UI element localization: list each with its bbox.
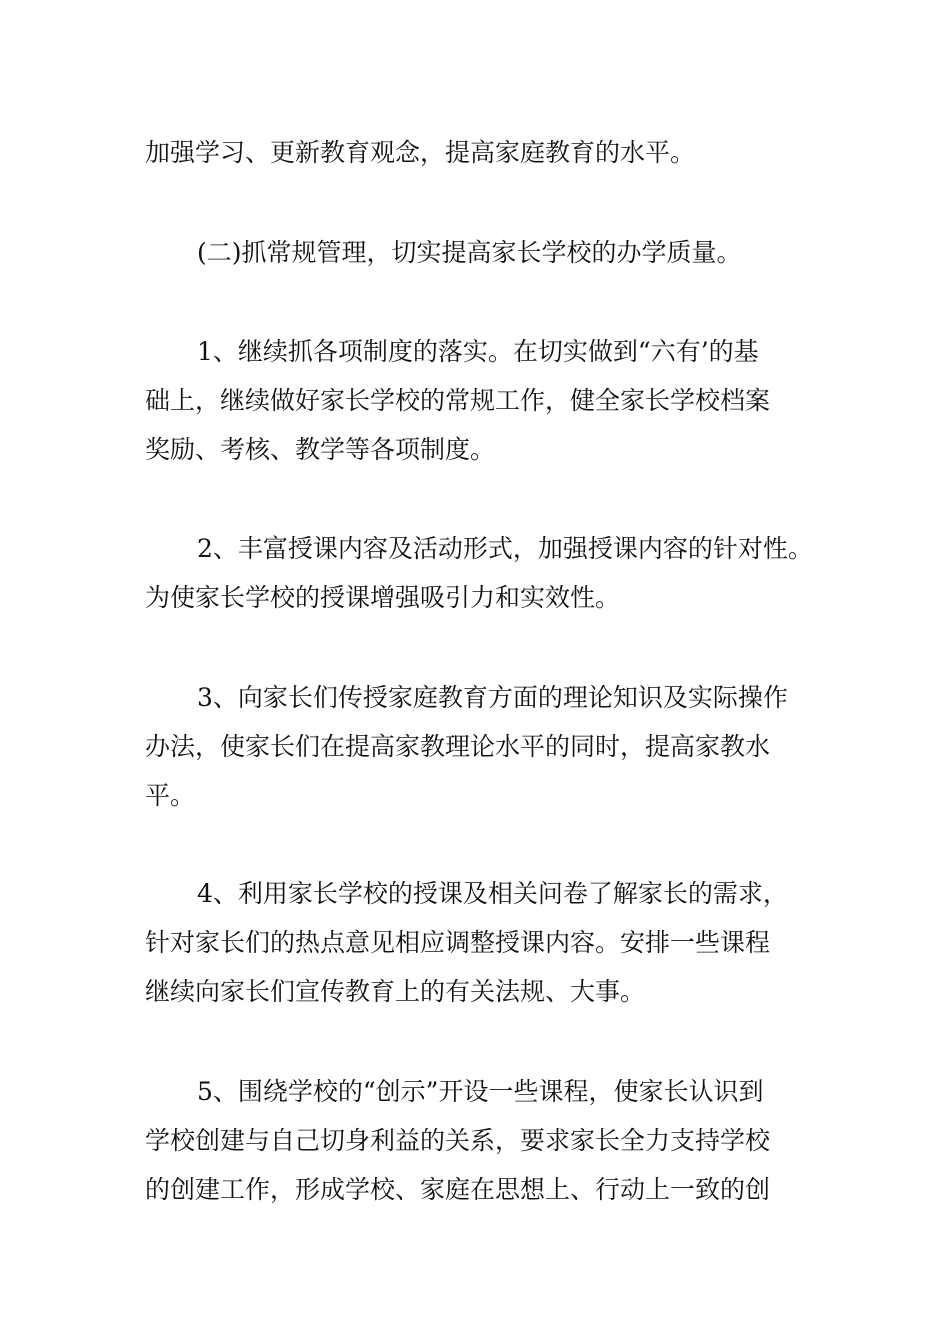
text-line: 学校创建与自己切身利益的关系，要求家长全力支持学校 xyxy=(145,1126,771,1155)
text-line: 1、继续抓各项制度的落实。在切实做到“六有’的基 xyxy=(197,337,759,366)
paragraph-item-3 xyxy=(145,673,815,820)
text-line: 办法，使家长们在提高家教理论水平的同时，提高家教水 xyxy=(145,732,771,761)
paragraph-item-1 xyxy=(145,327,815,474)
text-line: 继续向家长们宣传教育上的有关法规、大事。 xyxy=(145,977,646,1006)
paragraph-item-5 xyxy=(145,1067,815,1214)
text-line: 2、丰富授课内容及活动形式，加强授课内容的针对性。 xyxy=(197,534,813,563)
text-line: 加强学习、更新教育观念，提高家庭教育的水平。 xyxy=(145,138,696,167)
text-line: 3、向家长们传授家庭教育方面的理论知识及实际操作 xyxy=(197,683,788,712)
paragraph-item-2 xyxy=(145,524,815,622)
paragraph-item-4 xyxy=(145,869,815,1016)
text-line: 针对家长们的热点意见相应调整授课内容。安排一些课程 xyxy=(145,928,771,957)
section-heading xyxy=(145,228,815,277)
text-line: (二)抓常规管理，切实提高家长学校的办学质量。 xyxy=(197,238,742,267)
text-line: 4、利用家长学校的授课及相关问卷了解家长的需求， xyxy=(197,879,788,908)
text-line: 平。 xyxy=(145,781,196,810)
text-line: 为使家长学校的授课增强吸引力和实效性。 xyxy=(145,583,621,612)
text-line: 5、围绕学校的“创示”开设一些课程，使家长认识到 xyxy=(197,1077,764,1106)
paragraph-continuation xyxy=(145,128,815,177)
text-line: 奖励、考核、教学等各项制度。 xyxy=(145,435,496,464)
text-line: 础上，继续做好家长学校的常规工作，健全家长学校档案 xyxy=(145,386,771,415)
text-line: 的创建工作，形成学校、家庭在思想上、行动上一致的创 xyxy=(145,1175,771,1204)
